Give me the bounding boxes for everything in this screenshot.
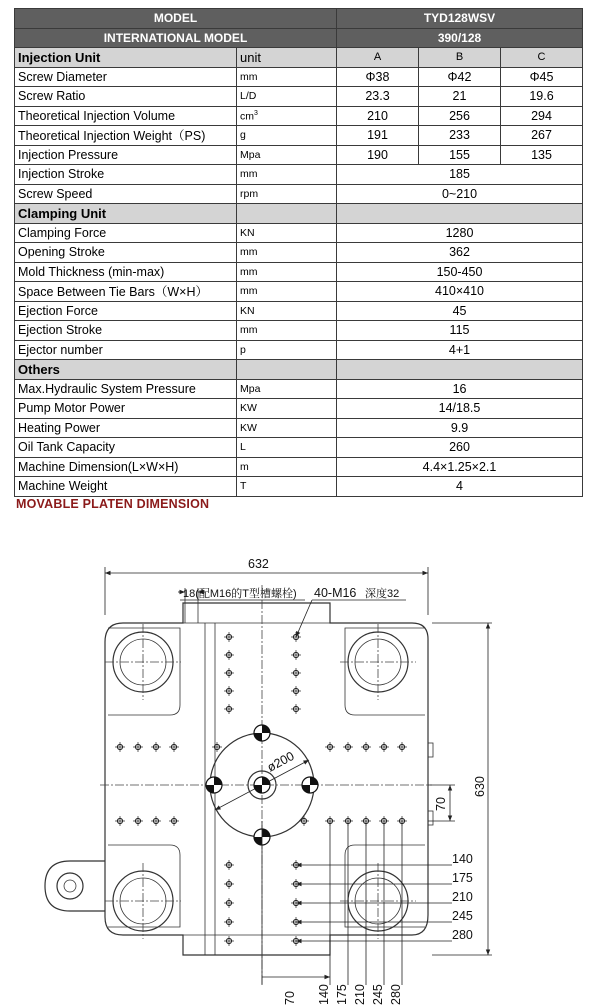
col-a-header: A (337, 48, 419, 68)
depth-note: 深度32 (365, 588, 400, 600)
spec-row (15, 165, 583, 185)
threaded-hole (224, 860, 234, 870)
width-dim-label: 632 (248, 557, 269, 571)
spec-value-c: Φ45 (501, 67, 583, 87)
spec-row (15, 184, 583, 204)
spec-unit-sup: 3 (254, 109, 258, 117)
spec-value-b: 155 (419, 145, 501, 165)
clamping-unit-header-blank-values (337, 204, 583, 224)
others-header-blank-values (337, 360, 583, 380)
spec-row (15, 87, 583, 107)
tslot-note: 18(配M16的T型槽螺栓) (183, 588, 297, 600)
spec-value-b: Φ42 (419, 67, 501, 87)
spec-value: 185 (337, 165, 583, 185)
spec-value: 115 (337, 321, 583, 341)
spec-unit (237, 67, 337, 87)
threaded-hole (224, 650, 234, 660)
threaded-hole (224, 704, 234, 714)
threaded-hole (169, 816, 179, 826)
threaded-hole (291, 650, 301, 660)
spec-row (15, 399, 583, 419)
spec-name: Space Between Tie Bars（W×H） (15, 282, 237, 302)
threaded-hole (224, 686, 234, 696)
model-label: MODEL (15, 9, 337, 29)
bottom-dimensions (262, 821, 403, 1005)
threaded-hole (361, 742, 371, 752)
threaded-hole (212, 742, 222, 752)
spec-table (14, 8, 583, 497)
unit-header: unit (237, 48, 337, 68)
spec-unit (237, 87, 337, 107)
spec-value: 0~210 (337, 184, 583, 204)
ejector-hole (302, 777, 318, 793)
spec-value: 362 (337, 243, 583, 263)
platen-drawing (0, 515, 599, 1007)
spec-value: 1280 (337, 223, 583, 243)
threaded-hole (291, 704, 301, 714)
spec-value: 4.4×1.25×2.1 (337, 457, 583, 477)
spec-value-c: 294 (501, 106, 583, 126)
bottom-dim-label: 175 (335, 984, 349, 1005)
right-dimensions (296, 785, 473, 942)
spec-value: 16 (337, 379, 583, 399)
spec-row (15, 457, 583, 477)
spec-value-c: 19.6 (501, 87, 583, 107)
spec-unit: KW (237, 399, 337, 419)
ejector-hole (254, 725, 270, 741)
spec-name: Oil Tank Capacity (15, 438, 237, 458)
spec-unit: L (237, 438, 337, 458)
spec-row (15, 126, 583, 146)
threaded-hole (291, 668, 301, 678)
bottom-dim-label: 70 (283, 991, 297, 1005)
spec-row (15, 106, 583, 126)
spec-unit (237, 126, 337, 146)
spec-unit-text: L/D (240, 90, 257, 103)
spec-name: Screw Diameter (15, 67, 237, 87)
spec-name: Mold Thickness (min-max) (15, 262, 237, 282)
injection-unit-title: Injection Unit (15, 48, 237, 68)
spec-unit: T (237, 477, 337, 497)
spec-unit: Mpa (237, 379, 337, 399)
threaded-hole (325, 742, 335, 752)
spec-unit-text: g (240, 129, 246, 142)
spec-unit (237, 106, 337, 126)
tie-bar-hole-tr (340, 624, 416, 700)
spec-name: Machine Dimension(L×W×H) (15, 457, 237, 477)
threaded-hole (151, 816, 161, 826)
right-dim-label: 245 (452, 909, 473, 923)
spec-unit-text: mm (240, 70, 258, 83)
spec-value-b: 256 (419, 106, 501, 126)
threaded-hole (224, 936, 234, 946)
threaded-hole (224, 879, 234, 889)
threaded-hole (291, 686, 301, 696)
spec-value-a: 210 (337, 106, 419, 126)
spec-name: Ejector number (15, 340, 237, 360)
threaded-hole (115, 816, 125, 826)
spec-name: Pump Motor Power (15, 399, 237, 419)
spec-row (15, 340, 583, 360)
bottom-dim-label: 210 (353, 984, 367, 1005)
spec-name: Ejection Stroke (15, 321, 237, 341)
intl-model-value: 390/128 (337, 28, 583, 48)
threaded-hole (169, 742, 179, 752)
thread-note: 40-M16 (314, 586, 357, 600)
spec-unit: mm (237, 262, 337, 282)
spec-unit: p (237, 340, 337, 360)
threaded-hole (115, 742, 125, 752)
others-header-title: Others (15, 360, 237, 380)
spec-value: 410×410 (337, 282, 583, 302)
spec-unit (237, 145, 337, 165)
spec-row (15, 321, 583, 341)
spec-name: Machine Weight (15, 477, 237, 497)
spec-value-b: 233 (419, 126, 501, 146)
spec-name: Heating Power (15, 418, 237, 438)
spec-name: Injection Pressure (15, 145, 237, 165)
spec-name: Screw Ratio (15, 87, 237, 107)
threaded-hole (224, 917, 234, 927)
spec-unit: mm (237, 165, 337, 185)
spec-unit-text: Mpa (240, 148, 261, 161)
threaded-hole (343, 742, 353, 752)
intl-model-row (15, 28, 583, 48)
right-dim-label: 140 (452, 852, 473, 866)
model-row (15, 9, 583, 29)
spec-row (15, 301, 583, 321)
threaded-hole (133, 742, 143, 752)
spec-name: Max.Hydraulic System Pressure (15, 379, 237, 399)
injection-unit-header (15, 48, 583, 68)
ejector-hole (206, 777, 222, 793)
threaded-hole (224, 898, 234, 908)
clamping-unit-header-title: Clamping Unit (15, 204, 237, 224)
threaded-hole (224, 668, 234, 678)
spec-value: 150-450 (337, 262, 583, 282)
others-header-blank (237, 360, 337, 380)
tie-bar-hole-bl (105, 863, 181, 939)
spec-unit: KN (237, 223, 337, 243)
spec-name: Theoretical Injection Weight（PS) (15, 126, 237, 146)
spec-value-c: 267 (501, 126, 583, 146)
threaded-hole (379, 742, 389, 752)
spec-name: Ejection Force (15, 301, 237, 321)
spec-unit-text: cm (240, 110, 254, 122)
spec-unit: mm (237, 243, 337, 263)
spec-unit: rpm (237, 184, 337, 204)
threaded-hole (397, 742, 407, 752)
spec-row (15, 438, 583, 458)
ejector-hole (254, 777, 270, 793)
threaded-hole (151, 742, 161, 752)
spec-unit: mm (237, 282, 337, 302)
spec-value: 45 (337, 301, 583, 321)
bottom-dim-label: 245 (371, 984, 385, 1005)
right-dim-label: 70 (434, 797, 448, 811)
spec-value-c: 135 (501, 145, 583, 165)
spec-value: 9.9 (337, 418, 583, 438)
threaded-hole (133, 816, 143, 826)
spec-name: Clamping Force (15, 223, 237, 243)
spec-row (15, 243, 583, 263)
height-dim-label: 630 (473, 776, 487, 797)
spec-value: 4+1 (337, 340, 583, 360)
spec-name: Injection Stroke (15, 165, 237, 185)
spec-unit: mm (237, 321, 337, 341)
threaded-hole (299, 816, 309, 826)
spec-row (15, 67, 583, 87)
spec-row (15, 379, 583, 399)
spec-value: 4 (337, 477, 583, 497)
spec-value-a: 190 (337, 145, 419, 165)
spec-value-b: 21 (419, 87, 501, 107)
right-dim-label: 175 (452, 871, 473, 885)
threaded-hole (224, 632, 234, 642)
spec-value-a: 23.3 (337, 87, 419, 107)
spec-name: Theoretical Injection Volume (15, 106, 237, 126)
spec-row (15, 477, 583, 497)
tie-bar-hole-br (340, 863, 416, 939)
clamping-unit-header (15, 204, 583, 224)
tie-bar-hole-tl (105, 624, 181, 700)
spec-row (15, 262, 583, 282)
spec-name: Opening Stroke (15, 243, 237, 263)
clamping-unit-header-blank (237, 204, 337, 224)
spec-value: 260 (337, 438, 583, 458)
others-header (15, 360, 583, 380)
col-b-header: B (419, 48, 501, 68)
right-dim-label: 280 (452, 928, 473, 942)
spec-value: 14/18.5 (337, 399, 583, 419)
model-value: TYD128WSV (337, 9, 583, 29)
spec-row (15, 282, 583, 302)
platen-title: MOVABLE PLATEN DIMENSION (16, 497, 210, 511)
spec-value-a: 191 (337, 126, 419, 146)
spec-value-a: Φ38 (337, 67, 419, 87)
spec-unit: KW (237, 418, 337, 438)
spec-row (15, 145, 583, 165)
spec-name: Screw Speed (15, 184, 237, 204)
bottom-dim-label: 280 (389, 984, 403, 1005)
center-dia-label: ø200 (264, 748, 297, 775)
spec-row (15, 223, 583, 243)
spec-unit: KN (237, 301, 337, 321)
intl-model-label: INTERNATIONAL MODEL (15, 28, 337, 48)
bottom-dim-label: 140 (317, 984, 331, 1005)
right-dim-label: 210 (452, 890, 473, 904)
spec-row (15, 418, 583, 438)
spec-unit: m (237, 457, 337, 477)
col-c-header: C (501, 48, 583, 68)
